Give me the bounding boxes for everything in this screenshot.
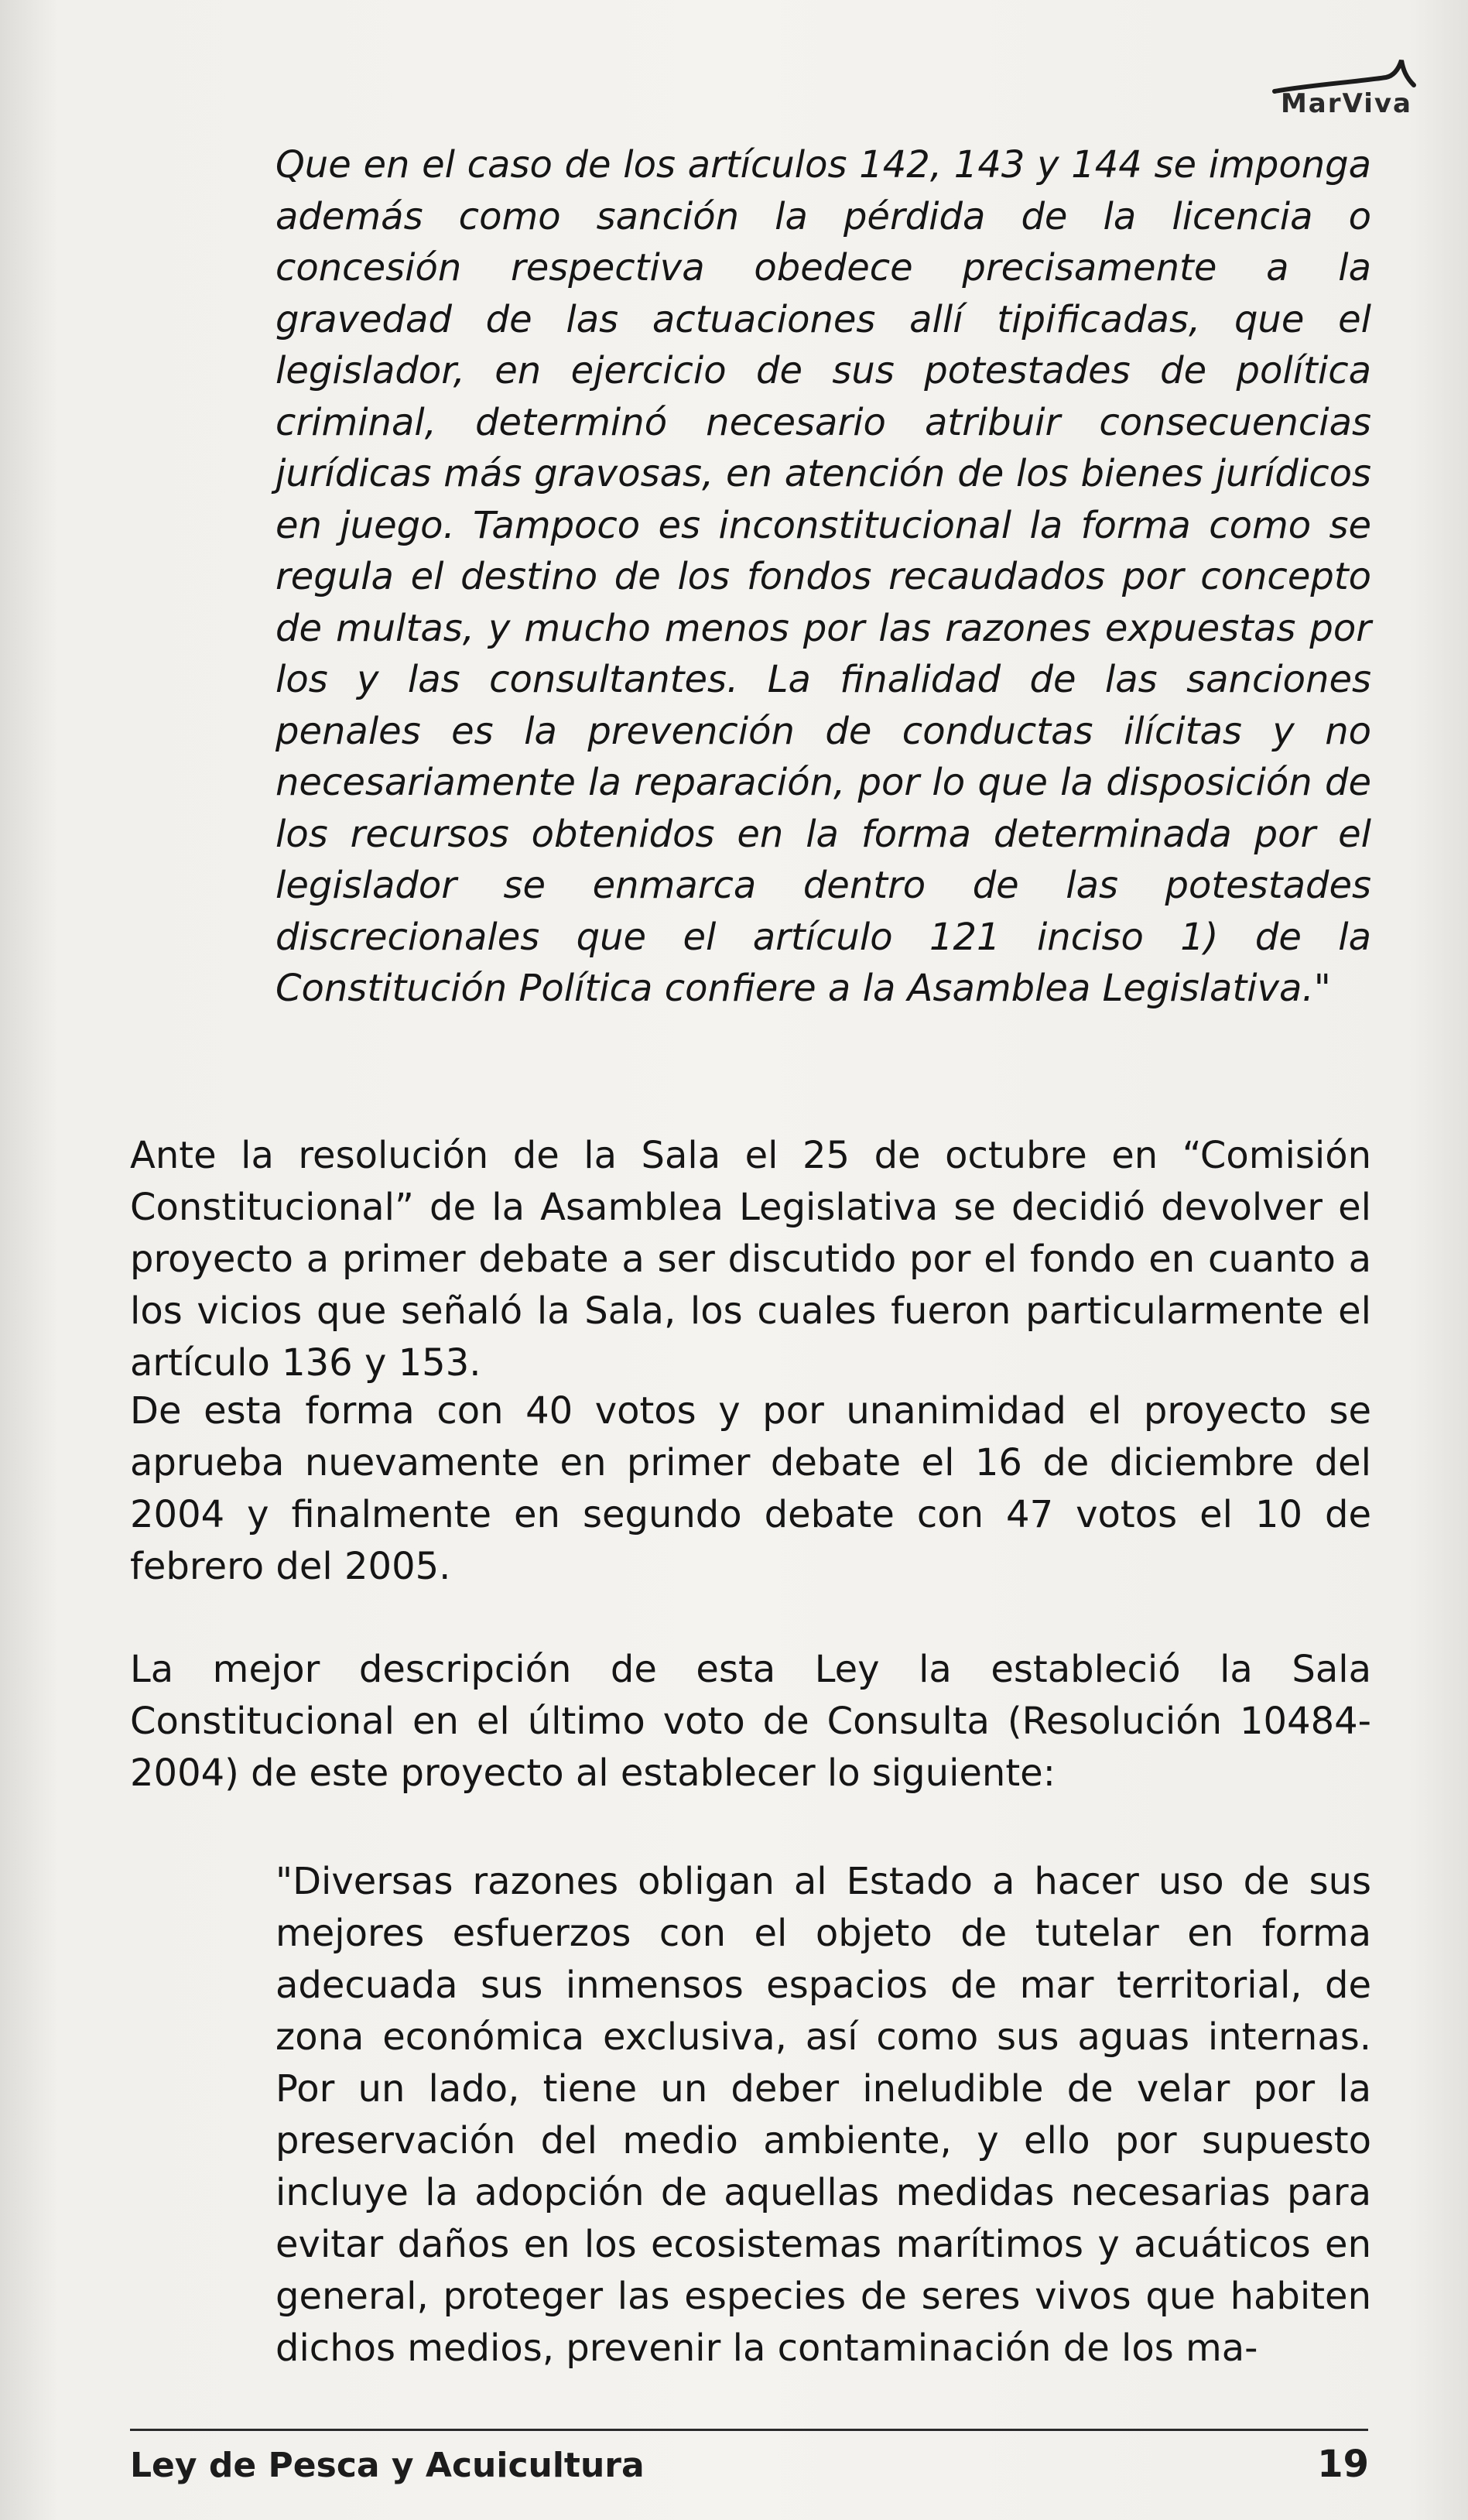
- quote-block-italic: Que en el caso de los artículos 142, 143 y 144 se imponga además como sanción la pérdida de la licencia o concesión respectiva obedece precisamente a la gravedad de las actuaciones allí tipificadas, que el legislador, en ejercicio de sus potestades de política criminal, determinó necesario atribuir consecuencias jurídicas más gravosas, en atención de los bienes jurídicos en juego. Tampoco es inconstitucional la forma como se regula el destino de los fondos recaudados por concepto de multas, y mucho menos por las razones expuestas por los y las consultantes. La finalidad de las sanciones penales es la prevención de conductas ilícitas y no necesariamente la reparación, por lo que la disposición de los recursos obtenidos en la forma determinada por el legislador se enmarca dentro de las potestades discrecionales que el artículo 121 inciso 1) de la Constitución Política confiere a la Asamblea Legislativa.": [275, 143, 1371, 1010]
- footer-divider: [130, 2429, 1368, 2431]
- paragraph-description: La mejor descripción de esta Ley la estableció la Sala Constitucional en el último voto de Consulta (Resolución 10484-2004) de este proyecto al establecer lo siguiente:: [130, 1648, 1371, 1795]
- logo-text: MarViva: [1280, 88, 1412, 119]
- quote-block: "Diversas razones obligan al Estado a hacer uso de sus mejores esfuerzos con el objeto de tutelar en forma adecuada sus inmensos espacios de mar territorial, de zona económica exclusiva, así como sus aguas internas. Por un lado, tiene un deber ineludible de velar por la preservación del medio ambiente, y ello por supuesto incluye la adopción de aquellas medidas necesarias para evitar daños en los ecosistemas marítimos y acuáticos en general, proteger las especies de seres vivos que habiten dichos medios, prevenir la contaminación de los ma-: [275, 1860, 1371, 2370]
- page-number: 19: [1317, 2443, 1369, 2486]
- footer-book-title: Ley de Pesca y Acuicultura: [130, 2446, 645, 2485]
- marviva-logo: [1264, 54, 1418, 119]
- paragraph-votes: De esta forma con 40 votos y por unanimidad el proyecto se aprueba nuevamente en primer debate el 16 de diciembre del 2004 y finalmente en segundo debate con 47 votos el 10 de febrero del 2005.: [130, 1389, 1371, 1588]
- paragraph-resolution: Ante la resolución de la Sala el 25 de octubre en “Comisión Constitucional” de la Asamblea Legislativa se decidió devolver el proyecto a primer debate a ser discutido por el fondo en cuanto a los vicios que señaló la Sala, los cuales fueron particularmente el artículo 136 y 153.: [130, 1134, 1371, 1385]
